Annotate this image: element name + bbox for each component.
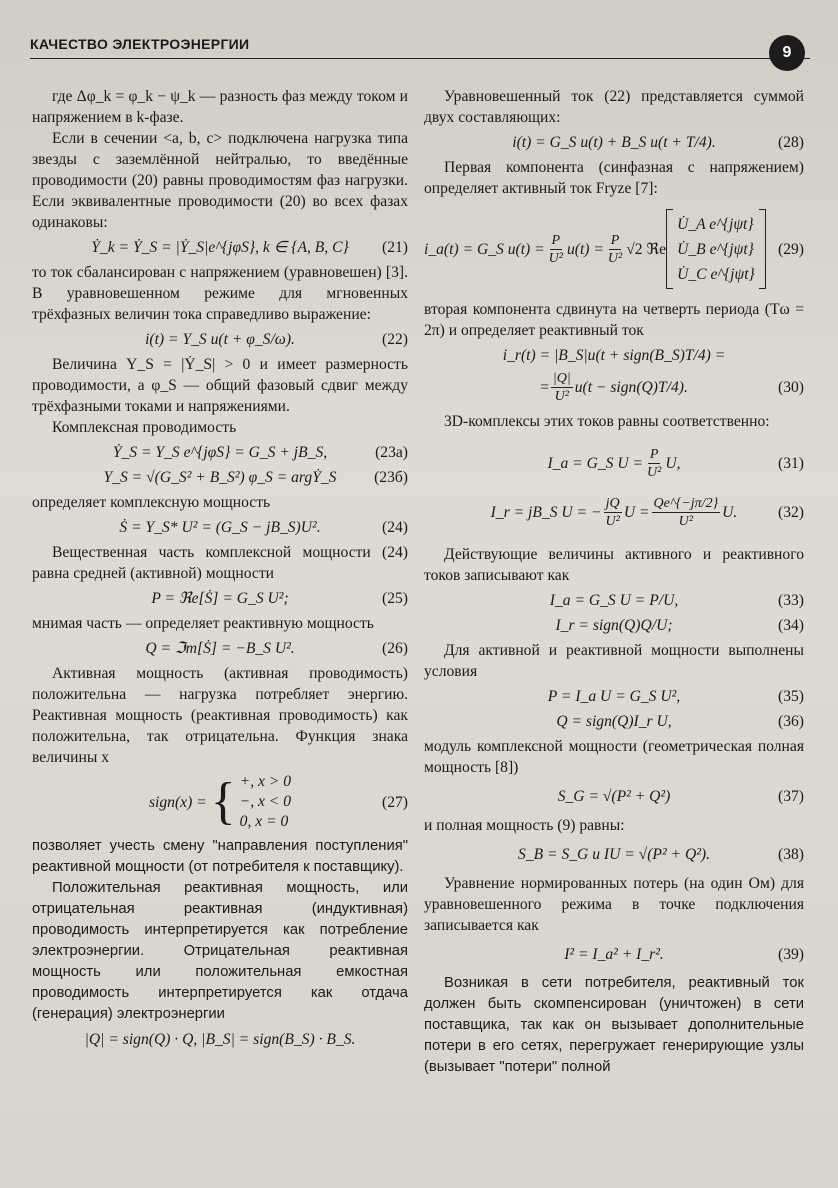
paragraph: определяет комплексную мощность <box>32 494 271 511</box>
equation-30b: = $\frac{|Q|}{\text{U²}}$ u(t − sign(Q)T/4). (30) <box>540 371 804 404</box>
paragraph: Возникая в сети потребителя, реактивный ток должен быть скомпенсирован (уничтожен) в сети поставщика, так как он вызывает дополнительные потери в его сетях, перегружает генерирующие узлы (вызывает "потери" полной <box>424 975 804 1075</box>
paragraph: и полная мощность (9) равны: <box>424 817 625 834</box>
equation-39: I² = I_a² + I_r². (39) <box>564 946 804 963</box>
left-column <box>32 86 408 1054</box>
equation-35: P = I_a U = G_S U², (35) <box>547 688 804 705</box>
paragraph: мнимая часть — определяет реактивную мощность <box>32 615 374 632</box>
equation-29: i_a(t) = G_S u(t) = $\frac{P}{\text{U²}}$ u(t) = $\frac{P}{\text{U²}}$ √2 ℜe U̇_A e^{jψt} U̇_B e^{jψt} U̇_C e^{jψt} (29) <box>424 209 804 289</box>
equation-23a: Ẏ_S = Y_S e^{jφS} = G_S + jB_S, (23а) <box>112 444 408 461</box>
paragraph: вторая компонента сдвинута на четверть периода (Tω = 2π) и определяет реактивный ток <box>424 301 804 339</box>
equation-28: i(t) = G_S u(t) + B_S u(t + T/4). (28) <box>512 134 804 151</box>
equation-33: I_a = G_S U = P/U, (33) <box>549 592 804 609</box>
equation-26: Q = ℑm[Ṡ] = −B_S U². (26) <box>145 640 408 657</box>
equation-32: I_r = jB_S U = − $\frac{jQ}{\text{U²}}$ U = $\frac{Qe\^{}\{-j\pi/2\}}{\text{U²}}$ U. (32) <box>490 496 804 529</box>
equation-abs: |Q| = sign(Q) · Q, |B_S| = sign(B_S) · B_S. <box>84 1031 356 1048</box>
equation-38: S_B = S_G и IU = √(P² + Q²). (38) <box>518 846 804 863</box>
paragraph: 3D-комплексы этих токов равны соответственно: <box>444 413 770 430</box>
fraction: $\frac{P}{\text{U²}}$ <box>548 232 563 266</box>
equation-23b: Y_S = √(G_S² + B_S²) φ_S = argẎ_S (23б) <box>103 469 408 486</box>
paragraph: то ток сбалансирован с напряжением (уравновешен) [3]. В уравновешенном режиме для мгновенных трёхфазных величин тока справедливо выражение: <box>32 264 408 323</box>
equation-31: I_a = G_S U = $\frac{P}{\text{U²}}$ U, (31) <box>547 447 804 480</box>
equation-22: i(t) = Y_S u(t + φ_S/ω). (22) <box>145 331 408 348</box>
paragraph: Если в сечении <a, b, c> подключена нагрузка типа звезды с заземлённой нейтралью, то введённые проводимости (20) равны проводимостям фаз нагрузки. Если эквивалентные проводимости (20) во всех фазах одинаковы: <box>32 130 408 231</box>
equation-36: Q = sign(Q)I_r U, (36) <box>556 713 804 730</box>
paragraph: Уравновешенный ток (22) представляется суммой двух составляющих: <box>424 88 804 126</box>
left-brace: { <box>210 773 236 830</box>
equation-37: S_G = √(P² + Q²) (37) <box>557 788 804 805</box>
running-header <box>30 34 810 59</box>
equation-21: Ẏ_k = Ẏ_S = |Ẏ_S|e^{jφS}, k ∈ {A, B, C} (21) <box>91 239 408 256</box>
section-title: КАЧЕСТВО ЭЛЕКТРОЭНЕРГИИ <box>30 36 250 52</box>
paragraph: Уравнение нормированных потерь (на один Ом) для уравновешенного режима в точке подключения записывается как <box>424 875 804 934</box>
paragraph: позволяет учесть смену "направления поступления" реактивной мощности (от потребителя к поставщику). <box>32 838 408 875</box>
equation-27: sign(x) = { +, x > 0 −, x < 0 0, x = 0 (27) <box>148 773 408 830</box>
paragraph: Комплексная проводимость <box>52 419 237 436</box>
paragraph: где Δφ_k = φ_k − ψ_k — разность фаз между током и напряжением в k-фазе. <box>32 88 408 126</box>
page-number-badge: 9 <box>769 35 805 71</box>
paragraph: Величина Y_S = |Ẏ_S| > 0 и имеет размерность проводимости, а φ_S — общий фазовый сдвиг между трёхфазными токами и напряжениями. <box>32 356 408 415</box>
paragraph: модуль комплексной мощности (геометрическая полная мощность [8]) <box>424 738 804 776</box>
paragraph: Первая компонента (синфазная с напряжением) определяет активный ток Fryze [7]: <box>424 159 804 197</box>
paragraph: Активная мощность (активная проводимость) положительна — нагрузка потребляет энергию. Реактивная мощность (реактивная проводимость) как положительна, так отрицательна. Функция знака величины x <box>32 665 408 766</box>
equation-24: Ṡ = Y_S* U² = (G_S − jB_S)U². (24) <box>119 519 408 536</box>
sign-cases: +, x > 0 −, x < 0 0, x = 0 <box>239 773 292 830</box>
fraction: $\frac{|Q|}{\text{U²}}$ <box>552 371 571 404</box>
fraction: $\frac{Qe\^{}\{-j\pi/2\}}{\text{U²}}$ <box>653 496 719 529</box>
fraction: $\frac{jQ}{\text{U²}}$ <box>605 496 620 529</box>
equation-25: P = ℜe[Ṡ] = G_S U²; (25) <box>151 590 408 607</box>
fraction: $\frac{P}{\text{U²}}$ <box>607 232 623 266</box>
equation-30a: i_r(t) = |B_S|u(t + sign(B_S)T/4) = <box>502 347 726 364</box>
equation-34: I_r = sign(Q)Q/U; (34) <box>555 617 804 634</box>
paragraph: Положительная реактивная мощность, или отрицательная реактивная (индуктивная) проводимость интерпретируется как потребление электроэнергии. Отрицательная реактивная мощность или положительная емкостная проводимость интерпретируется как отдача (генерация) электроэнергии <box>32 880 408 1022</box>
paragraph: Вещественная часть комплексной мощности (24) равна средней (активной) мощности <box>32 544 408 582</box>
right-column <box>424 86 804 1078</box>
fraction: $\frac{P}{\text{U²}}$ <box>647 447 662 480</box>
paragraph: Для активной и реактивной мощности выполнены условия <box>424 642 804 680</box>
paragraph: Действующие величины активного и реактивного токов записывают как <box>424 546 804 584</box>
phasor-vector: U̇_A e^{jψt} U̇_B e^{jψt} U̇_C e^{jψt} <box>666 209 766 289</box>
